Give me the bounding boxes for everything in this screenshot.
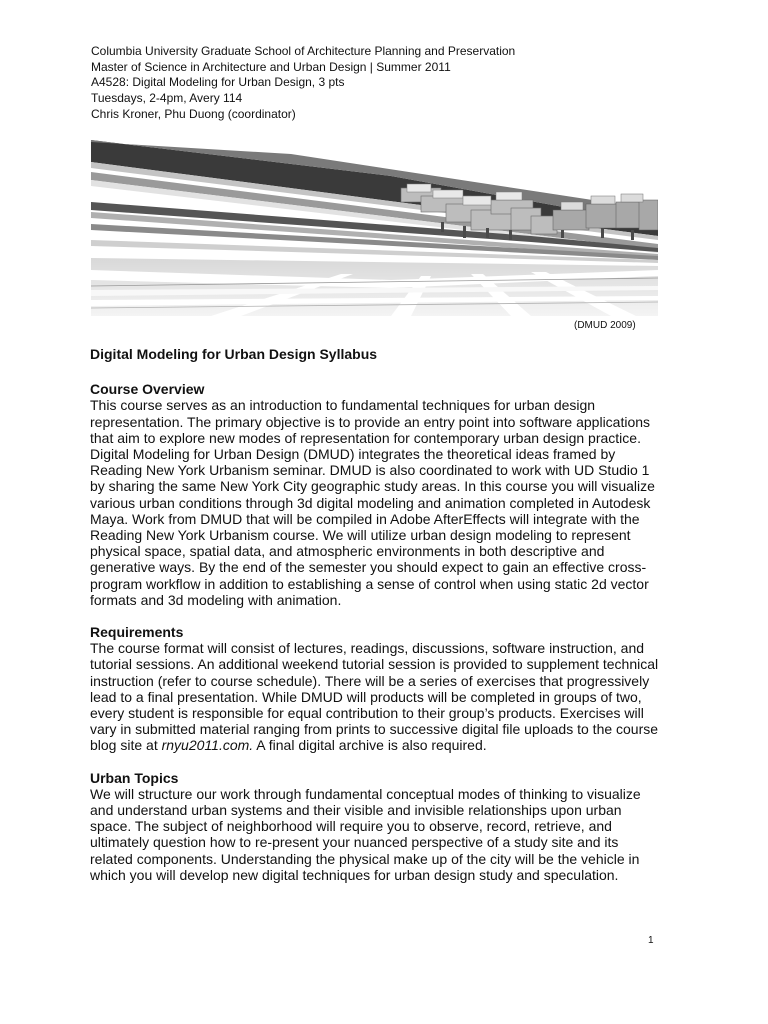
text-archive-note: A final digital archive is also required.	[253, 737, 487, 754]
paragraph-line: Digital Modeling for Urban Design (DMUD) integrates the theoretical ideas framed by	[90, 446, 616, 463]
urban-topics-paragraph	[90, 786, 670, 883]
requirements-paragraph	[90, 640, 670, 753]
figure-caption: (DMUD 2009)	[574, 320, 636, 331]
page-number: 1	[648, 935, 654, 946]
paragraph-line: Reading New York Urbanism seminar. DMUD is also coordinated to work with UD Studio 1	[90, 462, 650, 479]
paragraph-line: various urban conditions through 3d digital modeling and animation completed in Autodesk	[90, 494, 651, 511]
paragraph-line: We will structure our work through fundamental conceptual modes of thinking to visualize	[90, 785, 641, 802]
header-instructors: Chris Kroner, Phu Duong (coordinator)	[91, 106, 296, 121]
section-heading-requirements: Requirements	[90, 624, 184, 641]
paragraph-line: representation. The primary objective is to provide an entry point into software applications	[90, 413, 651, 430]
course-header	[91, 44, 515, 123]
text-blog-prefix: blog site at	[90, 737, 162, 754]
paragraph-line: formats and 3d modeling with animation.	[90, 591, 342, 608]
header-course-code: A4528: Digital Modeling for Urban Design, 3 pts	[91, 75, 345, 90]
paragraph-line: every student is responsible for equal contribution to their group’s products. Exercises will	[90, 705, 644, 722]
paragraph-line: that aim to explore new modes of representation for contemporary urban design practice.	[90, 429, 641, 446]
paragraph-line: This course serves as an introduction to fundamental techniques for urban design	[90, 397, 596, 414]
paragraph-line: related components. Understanding the physical make up of the city will be the vehicle in	[90, 850, 640, 867]
section-heading-overview: Course Overview	[90, 381, 205, 398]
urban-model-rendering	[91, 140, 658, 316]
paragraph-line: space. The subject of neighborhood will require you to observe, record, retrieve, and	[90, 818, 612, 835]
paragraph-line: tutorial sessions. An additional weekend tutorial session is provided to supplement technical	[90, 656, 659, 673]
header-institution: Columbia University Graduate School of Architecture Planning and Preservation	[91, 44, 516, 58]
paragraph-line: ultimately question how to re-present your nuanced perspective of a study site and its	[90, 834, 619, 851]
paragraph-line: which you will develop new digital techniques for urban design study and speculation.	[90, 866, 619, 883]
header-schedule: Tuesdays, 2-4pm, Avery 114	[91, 91, 243, 106]
paragraph-line: and understand urban systems and their visible and invisible relationships upon urban	[90, 802, 622, 819]
paragraph-line: Maya. Work from DMUD that will be compiled in Adobe AfterEffects will integrate with the	[90, 510, 640, 527]
paragraph-line: lead to a final presentation. While DMUD will products will be completed in groups of two,	[90, 688, 642, 705]
paragraph-line-last	[90, 737, 670, 753]
paragraph-line: Reading New York Urbanism course. We will utilize urban design modeling to represent	[90, 527, 631, 544]
header-program: Master of Science in Architecture and Urban Design | Summer 2011	[91, 59, 451, 74]
paragraph-line: physical space, spatial data, and atmospheric environments in both descriptive and	[90, 543, 605, 560]
paragraph-line: instruction (refer to course schedule). There will be a series of exercises that progressively	[90, 672, 650, 689]
overview-paragraph	[90, 397, 670, 608]
paragraph-line: vary in submitted material ranging from prints to successive digital file uploads to the course	[90, 721, 659, 738]
paragraph-line: program workflow in addition to establishing a sense of control when using static 2d vector	[90, 575, 649, 592]
section-heading-urban-topics: Urban Topics	[90, 769, 179, 786]
paragraph-line: generative ways. By the end of the semester you should expect to gain an effective cross-	[90, 559, 647, 576]
syllabus-body	[90, 346, 670, 899]
document-title: Digital Modeling for Urban Design Syllabus	[90, 346, 378, 362]
paragraph-line: by sharing the same New York City geographic study areas. In this course you will visualize	[90, 478, 655, 495]
blog-site-link[interactable]: rnyu2011.com.	[161, 737, 254, 754]
paragraph-line: The course format will consist of lectures, readings, discussions, software instruction, and	[90, 640, 645, 657]
